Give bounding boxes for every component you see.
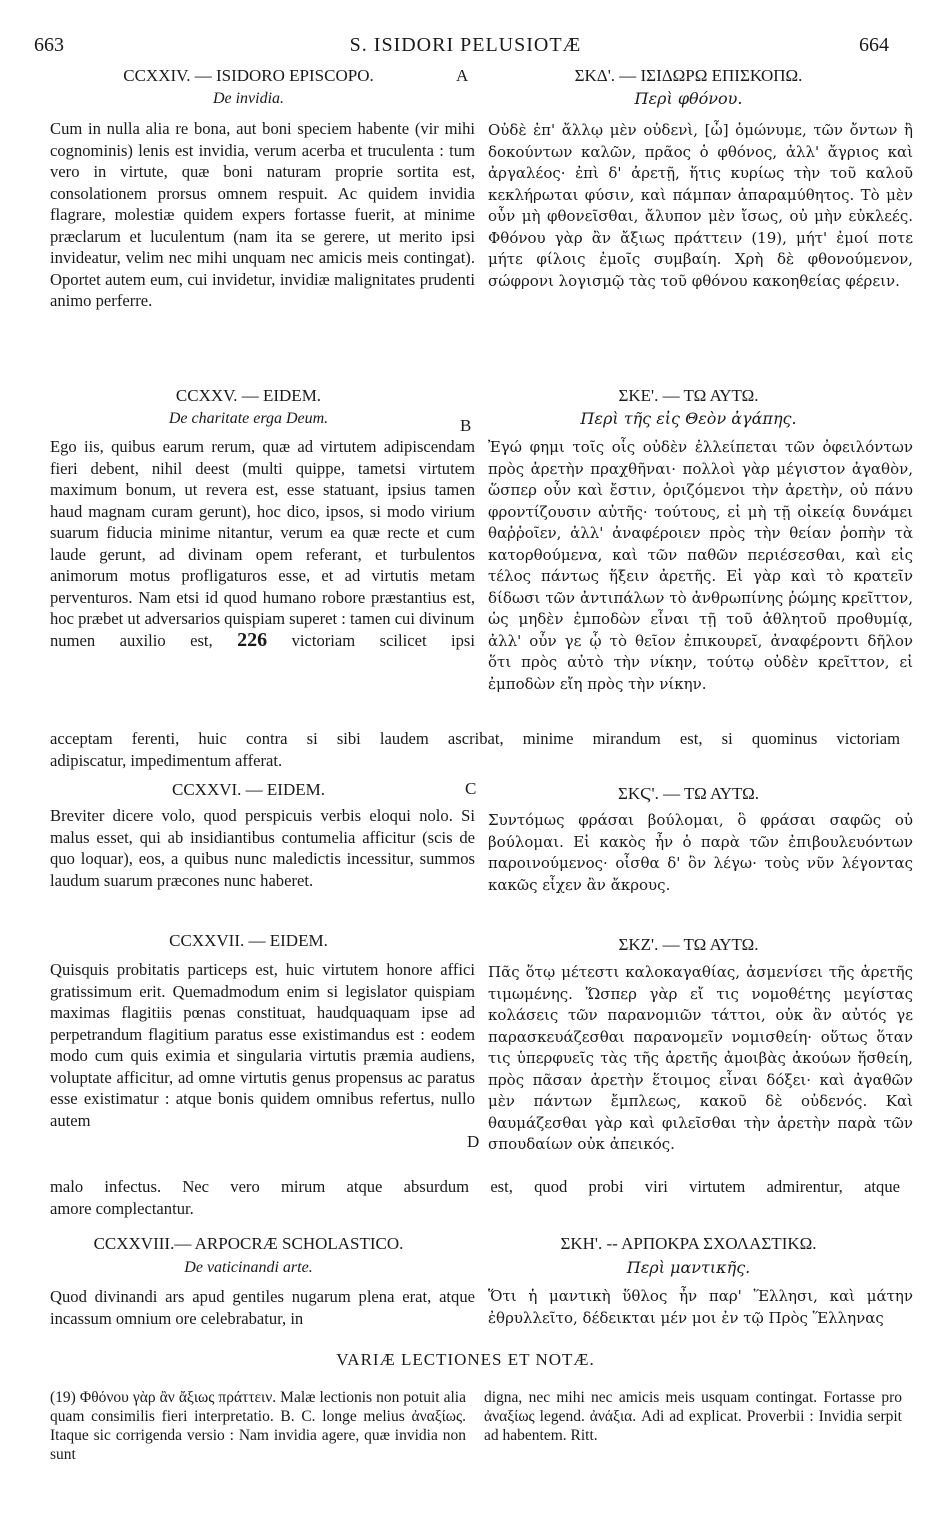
greek-subtitle-224: Περὶ φθόνου. <box>634 89 743 108</box>
latin-letter-226: Breviter dicere volo, quod perspicuis verbis eloqui nolo. Si malus esset, qui ab insidiantibus contumelia afficitur (scis de quo loquar), eos, a quibus nunc maledictis incessitur, summos laudum suarum præcones nunc haberet. <box>50 806 475 890</box>
greek-letter-228: Ὅτι ἡ μαντικὴ ὕθλος ἦν παρ' Ἕλλησι, καὶ μάτην ἐθρυλλεῖτο, δέδεικται μέν μοι ἐν τῷ Πρὸς Ἕλληνας <box>488 1287 913 1327</box>
latin-letter-225-last-line <box>50 630 475 652</box>
greek-heading-226: ΣΚϚ'. — ΤΩ ΑΥΤΩ. <box>618 784 759 803</box>
latin-subtitle-224: De invidia. <box>212 90 285 107</box>
margin-letter-d: D <box>467 1132 480 1151</box>
page-number-left: 663 <box>34 34 64 56</box>
latin-letter-225-text: Ego iis, quibus earum rerum, quæ ad virtutem adipiscendam fieri debent, nihil deest (multi quippe, tametsi virtutem maximum bonum, ut revera est, esse statuant, ipsius tamen haud magnam curam gerunt), hoc dico, ipsos, si modo virium suarum fiducia minime nitantur, verum ea quæ recte et cum laude gerunt, ad divinam opem referant, et turbulentos animorum motus profligaturos esse, et ad virtutis metam perventuros. Nam etsi id quod humano robore præstantius est, hoc præbet ut adversarios quispiam superet : tamen cui divinum <box>50 437 475 628</box>
continuation-227-line-2: amore complectantur. <box>50 1198 194 1218</box>
full-width-continuation-225 <box>50 728 900 771</box>
greek-heading-228: ΣΚΗ'. -- ΑΡΠΟΚΡΑ ΣΧΟΛΑΣΤΙΚΩ. <box>560 1234 817 1253</box>
continuation-225-line-1: acceptam ferenti, huic contra si sibi laudem ascribat, minime mirandum est, si quominus victoriam <box>50 729 900 748</box>
greek-letter-224: Οὐδὲ ἐπ' ἄλλῳ μὲν οὐδενὶ, [ὦ] ὁμώνυμε, τῶν ὄντων ἢ δοκούντων καλῶν, πρᾶος ὁ φθόνος, ἀλλ' ἄγριος καὶ ἀργαλέος· ἐπὶ δ' ἀρετῇ, ἥτις κυρίως τὴν τοῦ καλοῦ κεκλήρωται φύσιν, καὶ πάμπαν ἀπαραμύθητος. Τὸ μὲν οὖν μὴ φθονεῖσθαι, ἄλυπον μὲν ἴσως, οὐ μὴν εὐκλεές. Φθόνου γὰρ ἂν ἄξιως πράττειν (19), μήτ' ἐμοί ποτε μήτε φίλοις ἐμοῖς συμβαίη. Χρὴ δὲ φθονούμενον, σώφρονι λογισμῷ τὰς τοῦ φθόνου κακοηθείας φέρειν. <box>488 121 913 290</box>
greek-letter-225: Ἐγώ φημι τοῖς οἷς οὐδὲν ἐλλείπεται τῶν ὀφειλόντων πρὸς ἀρετὴν πραχθῆναι· πολλοὶ γὰρ μέγιστον ἀγαθὸν, ὥσπερ οὖν καὶ ἔστιν, ὁριζόμενοι τὴν ἀρετὴν, οὐ πάνυ φροντίζουσιν αὐτῆς· τούτους, εἰ μὴ τῇ οἰκείᾳ δυνάμει θαῤῥοῖεν, ἀλλ' ἀναφέροιεν πρὸς τὴν θείαν ῥοπὴν τὰ κατορθούμενα, καὶ τῶν παθῶν περιέσεσθαι, καὶ εἰς τέλος πάντως ἥξειν ἀρετῆς. Εἰ γὰρ καὶ τὸ κρατεῖν δίδωσι τῶν ἀντιπάλων τὸ ἀνθρωπίνης ῥώμης κρεῖττον, ὡς μηδὲν ἐμποδὼν εἶναι τῇ τοῦ ἀθλητοῦ προθυμίᾳ, ἀλλ' οὖν γε ᾧ τὸ θεῖον ἐπικουρεῖ, ἀναφέροντι δῆλον ὅτι πρὸς αὐτὸ τὴν νίκην, τούτῳ οὐδὲν κρεῖττον, εἰ ἐμποδὼν εἴη πρὸς τὴν νίκην. <box>488 438 913 693</box>
note-19-left: (19) Φθόνου γὰρ ἂν ἄξιως πράττειν. Malæ lectionis non potuit alia quam consimilis fieri interpretatio. B. C. longe melius ἀναξίως. Itaque sic corrigenda versio : Nam invidia agere, quæ invidia non sunt <box>50 1389 466 1463</box>
continuation-225-line-2: adipiscatur, impedimentum afferat. <box>50 750 283 770</box>
continuation-227-line-1: malo infectus. Nec vero mirum atque absurdum est, quod probi viri virtutem admirentur, atque <box>50 1177 900 1196</box>
notes-heading: VARIÆ LECTIONES ET NOTÆ. <box>336 1350 595 1369</box>
latin-letter-224: Cum in nulla alia re bona, aut boni speciem habente (vir mihi cognominis) lenis est invidia, verum acerba et truculenta : tum vero in virtute, quæ boni naturam proprie sortita est, consolationem prorsus omnem respuit. Ac quidem invidia flagrare, molestiæ quidem expers fortasse fuerit, at minime præclarum et luculentum (nam ita se gerere, ut merito ipsi invideatur, velim nec mihi unquam nec amicis meis contingat). Oportet autem eum, cui invidetur, invidiæ malignitates prudenti animo perferre. <box>50 119 475 310</box>
margin-letter-c: C <box>465 779 477 798</box>
column-number-226: 226 <box>237 628 268 651</box>
latin-letter-225-pre: numen auxilio est, <box>50 630 213 650</box>
page-number-right: 664 <box>859 34 889 56</box>
running-title: S. ISIDORI PELUSIOTÆ <box>349 34 582 56</box>
latin-letter-225-post: victoriam scilicet ipsi <box>291 630 475 650</box>
latin-subtitle-225: De charitate erga Deum. <box>168 410 329 427</box>
latin-heading-226: CCXXVI. — EIDEM. <box>172 780 325 799</box>
latin-heading-225: CCXXV. — EIDEM. <box>175 386 322 405</box>
latin-subtitle-228: De vaticinandi arte. <box>184 1259 313 1276</box>
latin-heading-228: CCXXVIII.— ARPOCRÆ SCHOLASTICO. <box>93 1234 404 1253</box>
latin-letter-228: Quod divinandi ars apud gentiles nugarum plena erat, atque incassum omnium ore celebrabatur, in <box>50 1287 475 1328</box>
latin-heading-227: CCXXVII. — EIDEM. <box>169 931 328 950</box>
greek-heading-224: ΣΚΔ'. — ΙΣΙΔΩΡΩ ΕΠΙΣΚΟΠΩ. <box>574 66 803 85</box>
latin-letter-227: Quisquis probitatis particeps est, huic virtutem honore affici gratissimum erit. Quemadmodum enim si legislator quispiam maximas flagitiis pœnas constituat, haudquaquam ipse ad perpetrandum flagitium paratus esse existimandus est : eodem modo cum quis eximia et singularia virtutis præmia audiens, voluptate afficitur, ad omne virtutis genus propensus ac paratus esse existimatur : atque bonis quidem omnibus refertus, nullo autem <box>50 960 475 1130</box>
greek-subtitle-228: Περὶ μαντικῆς. <box>626 1258 751 1277</box>
latin-letter-225 <box>50 436 475 651</box>
greek-subtitle-225: Περὶ τῆς εἰς Θεὸν ἀγάπης. <box>580 409 797 428</box>
greek-heading-227: ΣΚΖ'. — ΤΩ ΑΥΤΩ. <box>618 935 759 954</box>
greek-letter-226: Συντόμως φράσαι βούλομαι, ὃ φράσαι σαφῶς οὐ βούλομαι. Εἰ κακὸς ἦν ὁ παρὰ τῶν ἐπιβουλευόντων παροινούμενος· οἶσθα δ' ὃν λέγω· τοὺς νῦν λέγοντας κακῶς εἶχεν ἂν ἄκρους. <box>488 811 913 894</box>
note-19-right: digna, nec mihi nec amicis meis usquam contingat. Fortasse pro ἀναξίως legend. ἀνάξια. Adi ad explicat. Proverbii : Invidia serpit ad habentem. Ritt. <box>484 1389 902 1444</box>
greek-letter-227: Πᾶς ὅτῳ μέτεστι καλοκαγαθίας, ἀσμενίσει τῆς ἀρετῆς τιμωμένης. Ὥσπερ γὰρ εἴ τις νομοθέτης μεγίστας κολάσεις τῶν παρανομιῶν τάττοι, οὐκ ἂν αὐτός γε παρασκευάζεσθαι παρανομεῖν νομισθείη· οὕτως ὅταν τις ὑπερφυεῖς τὰς τῆς ἀρετῆς ἀμοιβὰς ἀκούων ἥσθείη, πρὸς πᾶσαν ἀρετὴν ἕτοιμος εἶναι δόξει· καὶ ἀγαθῶν μὲν πάντων ἔμπλεως, κακοῦ δὲ οὐδενός. Καὶ θαυμάζεσθαι γὰρ καὶ φιλεῖσθαι τὴν ἀρετὴν παρὰ τῶν σπουδαίων οὐκ ἀπεικός. <box>488 963 913 1153</box>
latin-heading-224: CCXXIV. — ISIDORO EPISCOPO. <box>123 66 374 85</box>
full-width-continuation-227 <box>50 1176 900 1219</box>
margin-letter-a: A <box>456 66 469 85</box>
margin-letter-b: B <box>460 416 472 435</box>
greek-heading-225: ΣΚΕ'. — ΤΩ ΑΥΤΩ. <box>618 386 759 405</box>
